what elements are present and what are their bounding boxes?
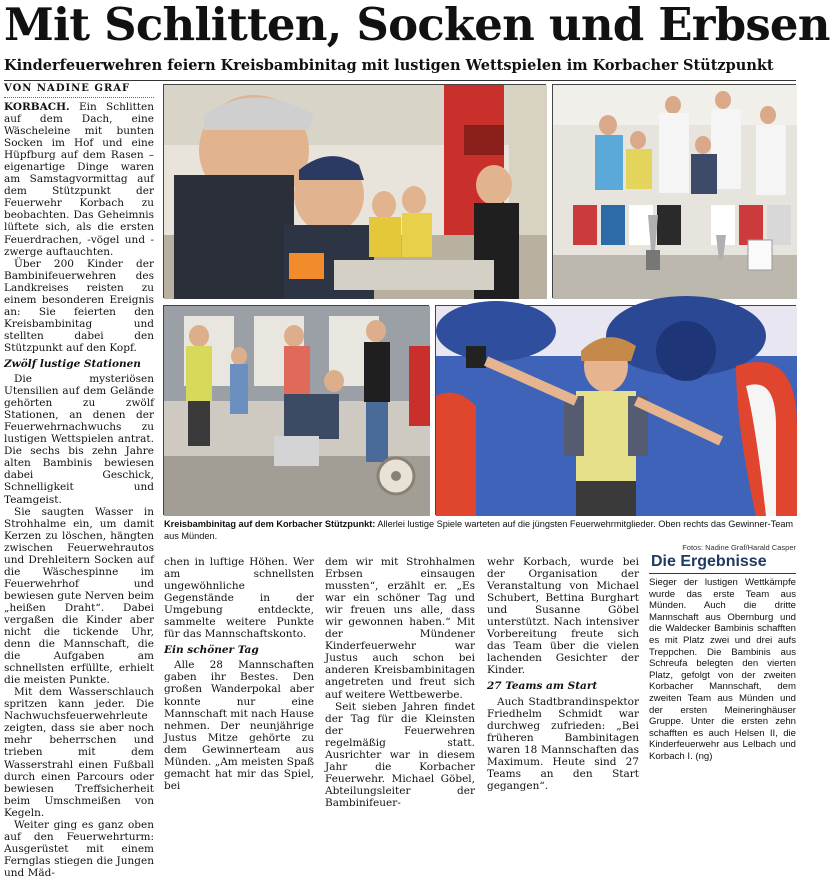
- paragraph: chen in luftige Höhen. Wer am schnellsten ungewöhnliche Gegenstände in der Umgebung entdeckte, sammelte weitere Punkte für das Mannschaftskonto.: [164, 556, 314, 641]
- results-text: Sieger der lustigen Wettkämpfe wurde das erste Team aus Münden. Auch die dritte Mannschaft aus Obernburg und die Waldecker Bambinis schafften es mit Platz zwei und drei aufs Treppchen. Die Bambinis aus Schreufa belegten den vierten Platz, gefolgt von der zweiten Korbacher Mannschaft, dem zweiten Team aus Münden und der ersten Meineringhäuser Gruppe. Unter die ersten zehn schafften es auch Helsen II, die Kinderfeuerwehr aus Lelbach und Korbach I. (ng): [649, 577, 796, 762]
- paragraph: Seit sieben Jahren findet der Tag für die Kleinsten der Feuerwehren regelmäßig statt. Ausrichter war in diesem Jahr die Korbacher Feuerwehr. Michael Göbel, Abteilungsleiter der Bambinifeuer-: [325, 700, 475, 809]
- photo-girl-bouncy-castle-image: [436, 306, 797, 516]
- paragraph: [4, 101, 154, 258]
- paragraph: Auch Stadtbrandinspektor Friedhelm Schmidt war durchweg zufrieden: „Bei früheren Bambinitagen waren 18 Mannschaften das Maximum. Heute sind 27 Teams an den Start gegangen“.: [487, 695, 639, 792]
- paragraph: Die mysteriösen Utensilien auf dem Gelände gehörten zu zwölf Stationen, an denen der Feuerwehrnachwuchs zu lustigen Wettspielen antrat. Die sechs bis zehn Jahre alten Bambinis bewiesen dabei Geschick, Schnelligkeit und Teamgeist.: [4, 373, 154, 506]
- photo-credit: Fotos: Nadine Graf/Harald Casper: [682, 543, 796, 552]
- photo-girl-bouncy-castle: [435, 305, 796, 515]
- caption-text: Allerlei lustige Spiele warteten auf die jüngsten Feuerwehrmitglieder. Oben rechts das Gewinner-Team aus Münden.: [164, 519, 794, 541]
- paragraph: wehr Korbach, wurde bei der Organisation der Veranstaltung von Michael Schubert, Bettina Burghart und Susanne Göbel unterstützt. Nach intensiver Vorbereitung freute sich das Team über die vielen lachenden Gesichter der Kinder.: [487, 556, 639, 677]
- photo-children-straw-image: [164, 85, 547, 299]
- article-column-3: [325, 556, 475, 809]
- paragraph-text: Ein Schlitten auf dem Dach, eine Wäscheleine mit bunten Socken im Hof und eine Hüpfburg auf dem Rasen – eigenartige Dinge waren am Samstagvormittag auf dem Stützpunkt der Feuerwehr Korbach zu beobachten. Das Geheimnis lüftete sich, als die ersten Feuerdrachen, -vögel und -zwerge auftauchten.: [4, 101, 154, 258]
- article-column-1: [4, 101, 154, 879]
- photo-boy-hose: [163, 305, 429, 515]
- section-heading: Zwölf lustige Stationen: [4, 357, 141, 370]
- photo-winning-team: [552, 84, 796, 298]
- section-heading: 27 Teams am Start: [487, 680, 598, 693]
- headline: Mit Schlitten, Socken und Erbsen: [4, 0, 830, 51]
- divider: [4, 80, 796, 81]
- paragraph: Sie saugten Wasser in Strohhalme ein, um damit Kerzen zu löschen, hängten zwischen Feuerwehrautos und Drehleitern Socken auf die Wäschespinne im Feuerwehrhof und bewiesen gute Nerven beim „heißen Draht“. Dabei vergaßen die Kinder aber nicht die tickende Uhr, denn die Mannschaft, die die Aufgaben am schnellsten erfüllte, erhielt die meisten Punkte.: [4, 505, 154, 687]
- byline: VON NADINE GRAF: [4, 83, 131, 94]
- photo-children-straw: [163, 84, 546, 298]
- subheadline: Kinderfeuerwehren feiern Kreisbambinitag mit lustigen Wettspielen im Korbacher Stützpunkt: [4, 57, 774, 74]
- photo-boy-hose-image: [164, 306, 430, 516]
- dateline: KORBACH.: [4, 101, 70, 113]
- photo-caption: [164, 519, 796, 542]
- paragraph: Mit dem Wasserschlauch spritzen kann jeder. Die Nachwuchsfeuerwehrleute zeigten, dass sie aber noch mehr beherrschen und trieben mit dem Wasserstrahl einen Fußball durch einen Parcours oder bewiesen Treffsicherheit beim Umschmeißen von Kegeln.: [4, 686, 154, 819]
- photo-winning-team-image: [553, 85, 797, 299]
- caption-lead: Kreisbambinitag auf dem Korbacher Stützpunkt:: [164, 519, 376, 529]
- byline-divider: [4, 97, 154, 98]
- paragraph: dem wir mit Strohhalmen Erbsen einsaugen mussten“, erzählt er. „Es war ein schöner Tag und wir freuen uns alle, dass wir gewonnen haben.“ Mit der Mündener Kinderfeuerwehr war Justus auch schon bei anderen Kreisbambinitagen angetreten und freut sich auf weitere Wettbewerbe.: [325, 556, 475, 701]
- paragraph: Weiter ging es ganz oben auf den Feuerwehrturm: Ausgerüstet mit einem Fernglas stiegen die Jungen und Mäd-: [4, 818, 154, 879]
- results-title: Die Ergebnisse: [649, 553, 796, 574]
- article-column-2: [164, 556, 314, 792]
- section-heading: Ein schöner Tag: [164, 644, 259, 657]
- paragraph: Alle 28 Mannschaften gaben ihr Bestes. Den großen Wanderpokal aber konnte nur eine Mannschaft mit nach Hause nehmen. Der neunjährige Justus Mitze gehörte zu dem Gewinnerteam aus Münden. „Am meisten Spaß gemacht hat mir das Spiel, bei: [164, 659, 314, 792]
- paragraph: Über 200 Kinder der Bambinifeuerwehren des Landkreises reisten zu einem besonderen Ereignis an: Sie feierten den Kreisbambinitag und stellten dabei den Stützpunkt auf den Kopf.: [4, 257, 154, 354]
- article-column-4: [487, 556, 639, 792]
- results-box: [649, 553, 796, 760]
